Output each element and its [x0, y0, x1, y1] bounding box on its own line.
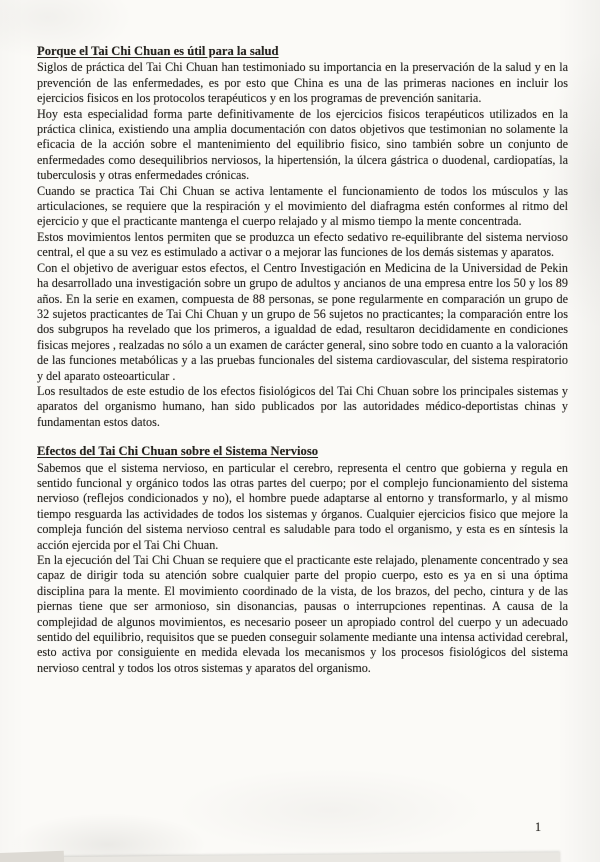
paragraph: En la ejecución del Tai Chi Chuan se requiere que el practicante este relajado, plenamente concentrado y sea capaz de dirigir toda su atención sobre cualquier parte del propio cuerpo, esto es ya en si una óptima disciplina para la mente. El movimiento coordinado de la vista, de los brazos, del pecho, cintura y de las piernas tiene que ser armonioso, sin disonancias, pausas o interrupciones repentinas. A causa de la complejidad de algunos movimientos, es necesario poseer un apropiado control del cuerpo y un adecuado sentido del equilibrio, requisitos que se pueden conseguir solamente mediante una intensa actividad cerebral, esto activa por consiguiente en medida elevada los mecanismos y los procesos fisiológicos del sistema nervioso central y todos los otros sistemas y aparatos del organismo. [37, 553, 569, 675]
paragraph: Estos movimientos lentos permiten que se produzca un efecto sedativo re-equilibrante del sistema nervioso central, el que a su vez es estimulado a activar o a mejorar las funciones de los demás sistemas y aparatos. [37, 229, 568, 260]
scan-edge-shadow [0, 852, 560, 862]
section-heading-sistema-nervioso: Efectos del Tai Chi Chuan sobre el Sistema Nervioso [37, 444, 319, 459]
paragraph: Con el objetivo de averiguar estos efectos, el Centro Investigación en Medicina de la Universidad de Pekin ha desarrollado una investigación sobre un grupo de adultos y ancianos de una empresa entre los 50 y los 89 años. En la serie en examen, compuesta de 88 personas, se pone regularmente en comparación un grupo de 32 sujetos practicantes de Tai Chi Chuan y un grupo de 56 sujetos no practicantes; la comparación entre los dos subgrupos ha revelado que los primeros, a igualdad de edad, resultaron decididamente en condiciones fisicas mejores , realzadas no sólo a un examen de carácter general, sino sobre todo en cuanto a la valoración de las funciones metabólicas y a las pruebas funcionales del sistema cardiovascular, del sistema respiratorio y del aparato osteoarticular . [37, 260, 568, 383]
paragraph: Los resultados de este estudio de los efectos fisiológicos del Tai Chi Chuan sobre los principales sistemas y aparatos del organismo humano, han sido publicados por las autoridades médico-deportistas chinas y fundamentan estos datos. [37, 383, 568, 429]
scan-corner-shadow [0, 851, 64, 862]
paragraph: Siglos de práctica del Tai Chi Chuan han testimoniado su importancia en la preservación de la salud y en la prevención de las enfermedades, es por esto que China es una de las primeras naciones en incluir los ejercicios fisicos en los protocolos terapéuticos y en los programas de prevención sanitaria. [37, 60, 568, 106]
page-number: 1 [534, 820, 542, 834]
paragraph: Cuando se practica Tai Chi Chuan se activa lentamente el funcionamiento de todos los músculos y las articulaciones, se requiere que la respiración y el movimiento del diafragma estén conformes al ritmo del ejercicio y que el practicante mantenga el cuerpo relajado y al mismo tiempo la mente concentrada. [37, 183, 568, 229]
document-content [37, 44, 568, 676]
paragraph: Hoy esta especialidad forma parte definitivamente de los ejercicios fisicos terapéuticos utilizados en la práctica clinica, existiendo una amplia documentación con datos objetivos que testimonian no solamente la eficacia de la acción sobre el mantenimiento del equilibrio fisico, sino también sobre un conjunto de enfermedades como desequilibrios nerviosos, la hipertensión, la úlcera gástrica o duodenal, cardiopatías, la tuberculosis y otras enfermedades crónicas. [37, 106, 568, 183]
paragraph: Sabemos que el sistema nervioso, en particular el cerebro, representa el centro que gobierna y regula en sentido funcional y orgánico todos las otras partes del cuerpo; por el complejo funcionamiento del sistema nervioso (reflejos condicionados y no), el hombre puede adaptarse al entorno y transformarlo, y al mismo tiempo resguarda las actividades de todos los sistemas y órganos. Cualquier ejercicios fisico que mejore la compleja función del sistema nervioso central es saludable para todo el organismo, y esta es en síntesis la acción ejercida por el Tai Chi Chuan. [37, 460, 568, 552]
section-heading-salud: Porque el Tai Chi Chuan es útil para la salud [37, 44, 279, 58]
